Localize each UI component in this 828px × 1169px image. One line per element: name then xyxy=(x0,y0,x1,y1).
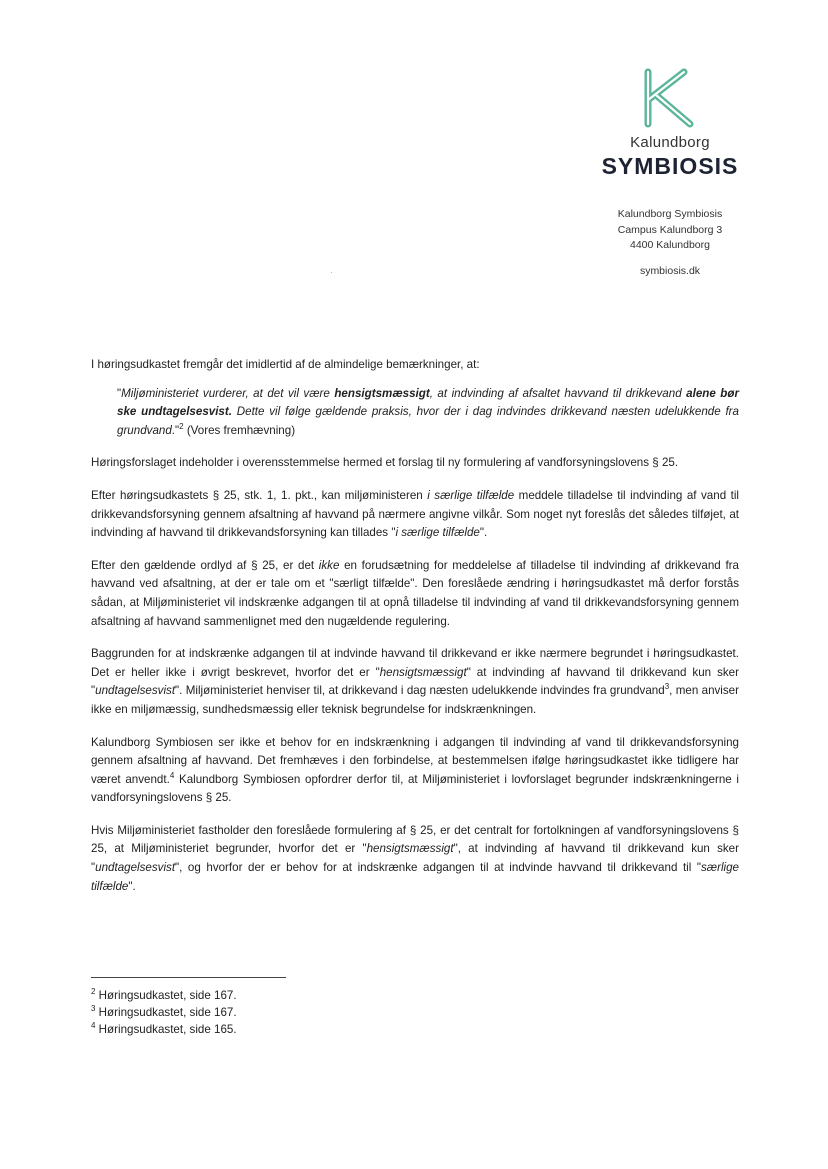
footnote-separator xyxy=(91,977,286,978)
p3-text-b: en forudsætning for meddelelse af tilladelse til indvinding af drikkevand fra havvand ved afsaltning, at der er tale om et "særligt tilfælde". Den foreslåede ændring i høringsudkastet må derfor forstås sådan, at Miljøministeriet vil indskrænke adgangen til at opnå tilladelse til indvinding af vand til drikkevandsforsyning gennem afsaltning af havvand sammenlignet med den nugældende regulering. xyxy=(91,558,739,628)
footnote-ref-3: 3 xyxy=(664,682,670,692)
intro-paragraph: I høringsudkastet fremgår det imidlertid af de almindelige bemærkninger, at: xyxy=(91,358,480,371)
quote-bold-1: hensigtsmæssigt xyxy=(334,386,430,400)
p2-text-b: meddele tilladelse til indvinding af vand til drikkevandsforsyning gennem afsaltning af havvand på nærmere angivne vilkår. Som noget nyt foreslås det således tilføjet, at indvinding af havvand til drikkevandsforsyning kan tillades " xyxy=(91,488,740,540)
address-line-2: Campus Kalundborg 3 xyxy=(617,223,723,236)
p2-text-c: ". xyxy=(479,526,488,540)
p6-text-b: ", at indvinding af havvand til drikkevand kun sker " xyxy=(91,842,739,875)
footnote-2-text: Høringsudkastet, side 167. xyxy=(95,989,237,1002)
footnote-2 xyxy=(91,987,237,1004)
paragraph-1: Høringsforslaget indeholder i overensstemmelse hermed et forslag til ny formulering af vandforsyningslovens § 25. xyxy=(91,456,679,470)
footnote-4-number: 4 xyxy=(91,1021,96,1031)
quote-after: (Vores fremhævning) xyxy=(183,423,296,437)
footnote-ref-4: 4 xyxy=(169,770,175,780)
p4-text-c: ". Miljøministeriet henviser til, at drikkevand i dag næsten udelukkende indvindes fra grundvand xyxy=(175,684,665,698)
p4-text-a: Baggrunden for at indskrænke adgangen til at indvinde havvand til drikkevand er ikke nærmere begrundet i høringsudkastet. Det er heller ikke i øvrigt beskrevet, hvorfor det er " xyxy=(91,647,739,679)
quote-close: ." xyxy=(171,423,180,437)
footnote-3 xyxy=(91,1004,237,1021)
quote-bold-2: alene bør ske undtagelsesvist. xyxy=(117,386,739,419)
block-quote xyxy=(91,385,739,441)
p6-emphasis-c: særlige tilfælde xyxy=(91,861,739,893)
p6-text-d: ". xyxy=(128,879,136,893)
p5-text-a: Kalundborg Symbiosen ser ikke et behov for en indskrænkning i adgangen til indvinding af vand til drikkevandsforsyning gennem afsaltning af havvand. Det fremhæves i den forbindelse, at bestemmelsen ifølge høringsudkastet ikke tidligere har været anvendt. xyxy=(91,735,739,786)
p6-text-a: Hvis Miljøministeriet fastholder den foreslåede formulering af § 25, er det centralt for fortolkningen af vandforsyningslovens § 25, at Miljøministeriet begrunder, hvorfor det er " xyxy=(91,823,739,856)
paragraph-6 xyxy=(91,822,739,896)
p4-emphasis-a: hensigtsmæssigt xyxy=(379,665,467,679)
kalundborg-k-logo-icon xyxy=(640,68,700,128)
logo-name-top: Kalundborg xyxy=(630,134,710,151)
paragraph-2 xyxy=(91,487,739,543)
footnote-3-number: 3 xyxy=(91,1004,96,1014)
footnote-2-number: 2 xyxy=(91,987,96,997)
p6-text-c: ", og hvorfor der er behov for at indskrænke adgangen til at indvinde havvand til drikkevand til " xyxy=(175,861,701,875)
document-body xyxy=(91,356,739,910)
p2-emphasis-a: i særlige tilfælde xyxy=(427,488,515,502)
footnote-4-text: Høringsudkastet, side 165. xyxy=(95,1023,237,1036)
footnote-4 xyxy=(91,1021,237,1038)
paragraph-4 xyxy=(91,645,739,719)
footnote-3-text: Høringsudkastet, side 167. xyxy=(95,1006,237,1019)
p2-emphasis-b: i særlige tilfælde xyxy=(395,526,480,540)
scan-speck: · xyxy=(330,268,333,277)
paragraph-3 xyxy=(91,557,739,631)
quote-part-2: , at indvinding af afsaltet havvand til drikkevand xyxy=(429,386,687,400)
p4-text-d: , men anviser ikke en miljømæssig, sundhedsmæssig eller teknisk begrundelse for indskrænkningen. xyxy=(91,684,739,716)
p3-emphasis-a: ikke xyxy=(318,558,340,572)
p4-emphasis-b: undtagelsesvist xyxy=(95,684,176,698)
p6-emphasis-a: hensigtsmæssigt xyxy=(366,842,454,856)
logo-name-bottom: SYMBIOSIS xyxy=(601,153,739,179)
quote-open: " xyxy=(117,386,122,400)
quote-part-1: Miljøministeriet vurderer, at det vil være xyxy=(121,386,335,400)
p4-text-b: " at indvinding af havvand til drikkevand kun sker " xyxy=(91,665,739,698)
paragraph-5 xyxy=(91,734,739,808)
address-line-3: 4400 Kalundborg xyxy=(630,239,710,251)
footnotes xyxy=(91,987,237,1038)
quote-part-3: Dette vil følge gældende praksis, hvor der i dag indvindes drikkevand næsten udelukkende fra grundvand xyxy=(117,405,739,437)
address-line-1: Kalundborg Symbiosis xyxy=(617,208,723,220)
sender-address xyxy=(590,207,750,279)
p5-text-b: Kalundborg Symbiosen opfordrer derfor til, at Miljøministeriet i lovforslaget begrunder indskrænkningerne i vandforsyningslovens § 25. xyxy=(91,772,739,805)
p6-emphasis-b: undtagelsesvist xyxy=(95,861,176,875)
address-website: symbiosis.dk xyxy=(639,264,701,277)
p2-text-a: Efter høringsudkastets § 25, stk. 1, 1. pkt., kan miljøministeren xyxy=(91,488,428,502)
footnote-ref-2: 2 xyxy=(179,421,184,431)
kalundborg-symbiosis-logo xyxy=(600,68,740,180)
p3-text-a: Efter den gældende ordlyd af § 25, er det xyxy=(91,558,319,572)
